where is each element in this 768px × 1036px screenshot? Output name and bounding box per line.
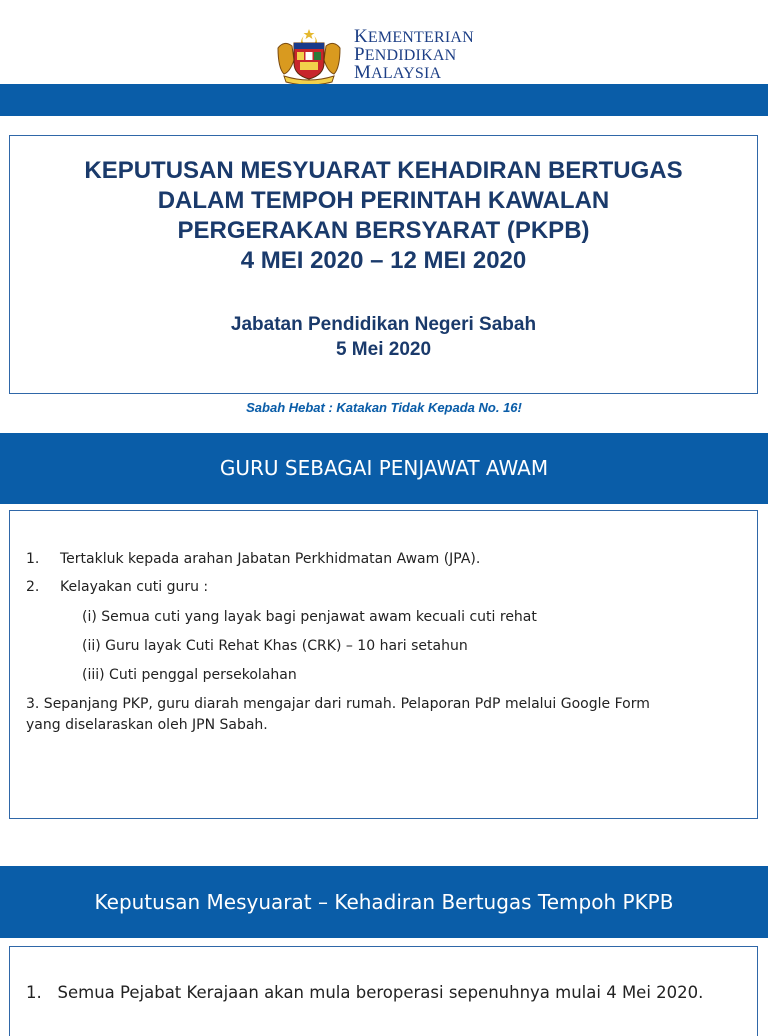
item-text: Kelayakan cuti guru : xyxy=(60,579,209,595)
sub-item: (i) Semua cuti yang layak bagi penjawat awam kecuali cuti rehat xyxy=(82,609,537,625)
ministry-line2-rest: ENDIDIKAN xyxy=(364,47,457,64)
item-number: 1. xyxy=(26,983,42,1002)
item-text: Semua Pejabat Kerajaan akan mula beroperasi sepenuhnya mulai 4 Mei 2020. xyxy=(57,983,704,1002)
header-bar xyxy=(0,84,768,116)
ministry-name xyxy=(354,28,474,82)
department-name: Jabatan Pendidikan Negeri Sabah xyxy=(230,314,537,335)
ministry-line1-rest: EMENTERIAN xyxy=(367,29,474,46)
title-line-1: KEPUTUSAN MESYUARAT KEHADIRAN BERTUGAS xyxy=(84,157,683,184)
item-3-line-1: 3. Sepanjang PKP, guru diarah mengajar dari rumah. Pelaporan PdP melalui Google Form xyxy=(26,696,650,712)
title-line-3: PERGERAKAN BERSYARAT (PKPB) xyxy=(177,217,590,244)
list-item-3 xyxy=(26,694,741,736)
sub-item: (iii) Cuti penggal persekolahan xyxy=(82,667,297,683)
title-line-2: DALAM TEMPOH PERINTAH KAWALAN xyxy=(157,187,610,214)
main-title xyxy=(10,156,757,276)
slogan: Sabah Hebat : Katakan Tidak Kepada No. 16! xyxy=(246,400,522,415)
item-number: 2. xyxy=(26,579,40,595)
ministry-line2-initial: P xyxy=(354,44,365,65)
section-keputusan-content xyxy=(9,946,758,1036)
subtitle xyxy=(10,312,757,362)
section-guru-content xyxy=(9,510,758,819)
section-heading-keputusan: Keputusan Mesyuarat – Kehadiran Bertugas Tempoh PKPB xyxy=(0,866,768,938)
list-item xyxy=(26,981,756,1004)
document-date: 5 Mei 2020 xyxy=(335,339,432,360)
ministry-logo xyxy=(274,26,504,86)
list-item xyxy=(26,577,208,598)
ministry-line3-rest: ALAYSIA xyxy=(371,65,442,82)
title-date-range: 4 MEI 2020 – 12 MEI 2020 xyxy=(240,247,527,274)
sub-item: (ii) Guru layak Cuti Rehat Khas (CRK) – 10 hari setahun xyxy=(82,638,468,654)
item-number: 1. xyxy=(26,551,40,567)
title-box xyxy=(9,135,758,394)
item-text: Tertakluk kepada arahan Jabatan Perkhidmatan Awam (JPA). xyxy=(60,551,481,567)
ministry-line1-initial: K xyxy=(354,26,368,47)
ministry-line3-initial: M xyxy=(354,62,372,83)
item-3-line-2: yang diselaraskan oleh JPN Sabah. xyxy=(26,717,268,733)
coat-of-arms-icon xyxy=(274,28,344,84)
section-heading-guru: GURU SEBAGAI PENJAWAT AWAM xyxy=(0,433,768,504)
list-item xyxy=(26,549,480,570)
